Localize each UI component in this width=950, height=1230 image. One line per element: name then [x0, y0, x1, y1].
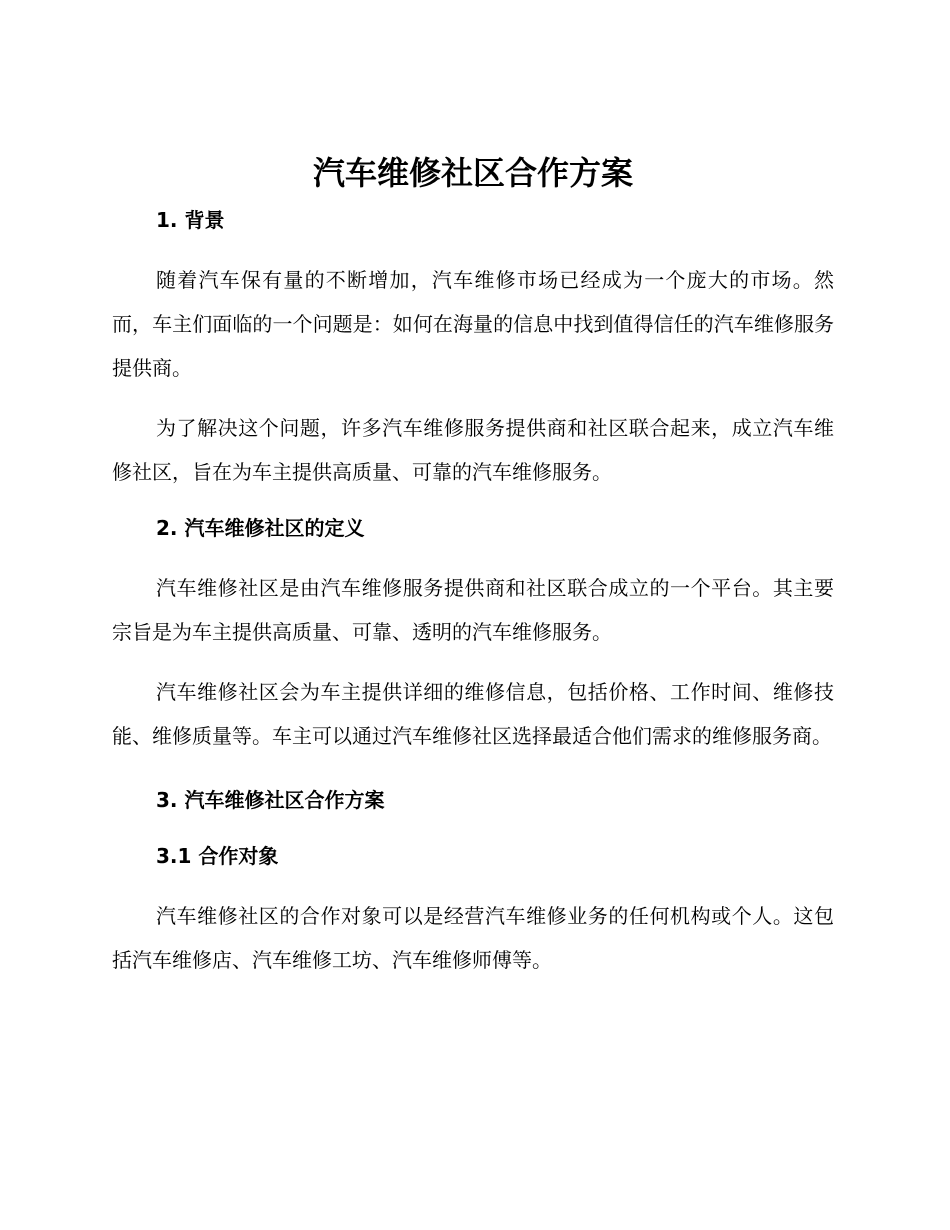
- paragraph: 为了解决这个问题，许多汽车维修服务提供商和社区联合起来，成立汽车维修社区，旨在为车主提供高质量、可靠的汽车维修服务。: [112, 416, 834, 484]
- paragraph: 汽车维修社区的合作对象可以是经营汽车维修业务的任何机构或个人。这包括汽车维修店、汽车维修工坊、汽车维修师傅等。: [112, 904, 834, 972]
- paragraph: 汽车维修社区是由汽车维修服务提供商和社区联合成立的一个平台。其主要宗旨是为车主提供高质量、可靠、透明的汽车维修服务。: [112, 576, 834, 644]
- section-heading-background: 1. 背景: [156, 208, 225, 232]
- paragraph: 汽车维修社区会为车主提供详细的维修信息，包括价格、工作时间、维修技能、维修质量等。车主可以通过汽车维修社区选择最适合他们需求的维修服务商。: [112, 680, 834, 748]
- subsection-heading-partners: 3.1 合作对象: [156, 844, 279, 868]
- section-heading-definition: 2. 汽车维修社区的定义: [156, 516, 365, 540]
- document-title: 汽车维修社区合作方案: [312, 154, 633, 192]
- document-body: [112, 148, 834, 982]
- paragraph: 随着汽车保有量的不断增加，汽车维修市场已经成为一个庞大的市场。然而，车主们面临的一个问题是：如何在海量的信息中找到值得信任的汽车维修服务提供商。: [112, 268, 834, 380]
- section-heading-cooperation-plan: 3. 汽车维修社区合作方案: [156, 788, 385, 812]
